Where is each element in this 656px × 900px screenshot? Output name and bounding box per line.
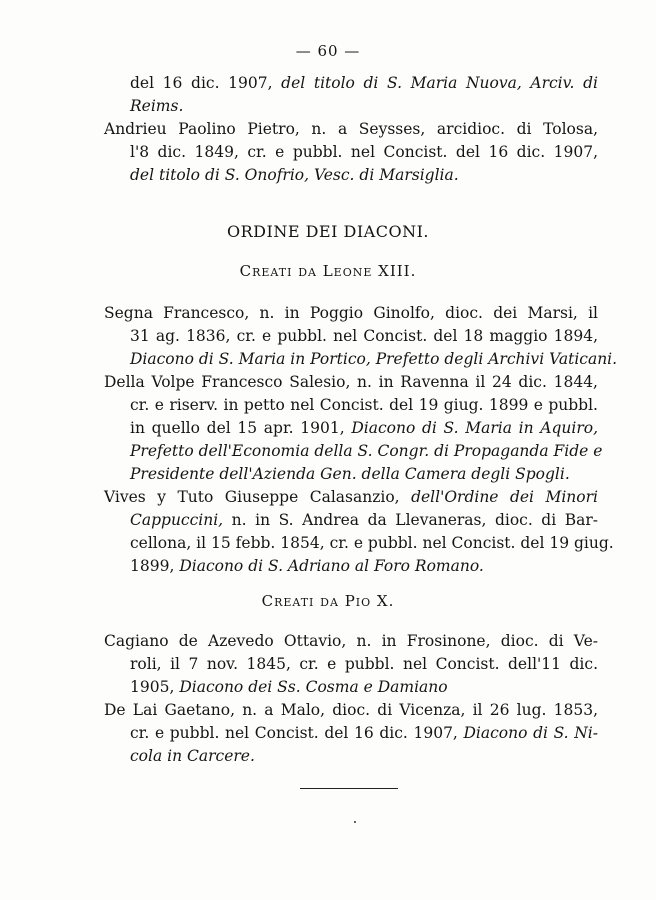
entry-line: Cappuccini, n. in S. Andrea da Llevaneras, dioc. di Bar-	[130, 511, 598, 529]
entry-line: del 16 dic. 1907, del titolo di S. Maria Nuova, Arciv. di	[130, 74, 598, 92]
entry-continuation	[104, 72, 598, 118]
entry-line: 1899, Diacono di S. Adriano al Foro Romano.	[130, 557, 484, 575]
entry-cagiano	[104, 630, 598, 699]
entry-line: cr. e riserv. in petto nel Concist. del 19 giug. 1899 e pubbl.	[130, 396, 598, 414]
entry-line: Segna Francesco, n. in Poggio Ginolfo, dioc. dei Marsi, il	[104, 304, 598, 322]
entry-line: Diacono di S. Maria in Portico, Prefetto degli Archivi Vaticani.	[130, 350, 618, 368]
entry-line: cellona, il 15 febb. 1854, cr. e pubbl. nel Concist. del 19 giug.	[130, 534, 614, 552]
entry-line: Andrieu Paolino Pietro, n. a Seysses, arcidioc. di Tolosa,	[104, 120, 598, 138]
entry-de-lai	[104, 699, 598, 768]
entry-della-volpe	[104, 371, 603, 486]
entry-line: cola in Carcere.	[130, 747, 255, 765]
entry-segna	[104, 302, 618, 371]
entry-line: De Lai Gaetano, n. a Malo, dioc. di Vicenza, il 26 lug. 1853,	[104, 701, 598, 719]
entry-line: Della Volpe Francesco Salesio, n. in Ravenna il 24 dic. 1844,	[104, 373, 598, 391]
entry-line: 1905, Diacono dei Ss. Cosma e Damiano	[130, 678, 448, 696]
entry-line: del titolo di S. Onofrio, Vesc. di Marsiglia.	[130, 166, 459, 184]
entry-line: 31 ag. 1836, cr. e pubbl. nel Concist. del 18 maggio 1894,	[130, 327, 598, 345]
entry-line: Cagiano de Azevedo Ottavio, n. in Frosinone, dioc. di Ve-	[104, 632, 598, 650]
entry-line: Reims.	[130, 97, 184, 115]
entry-line: in quello del 15 apr. 1901, Diacono di S. Maria in Aquiro,	[130, 419, 598, 437]
section-title: ORDINE DEI DIACONI.	[227, 222, 429, 241]
entry-line: Presidente dell'Azienda Gen. della Camera degli Spogli.	[130, 465, 570, 483]
entry-vives-y-tuto	[104, 486, 614, 578]
entry-line: Prefetto dell'Economia della S. Congr. di Propaganda Fide e	[130, 442, 603, 460]
subheading-leone: Creati da Leone XIII.	[239, 262, 417, 280]
leone-entries	[104, 302, 618, 578]
entry-line: Vives y Tuto Giuseppe Calasanzio, dell'Ordine dei Minori	[104, 488, 598, 506]
subheading-pio: Creati da Pio X.	[261, 592, 395, 610]
entry-line: roli, il 7 nov. 1845, cr. e pubbl. nel Concist. dell'11 dic.	[130, 655, 598, 673]
pio-entries	[104, 630, 598, 768]
top-entries	[104, 72, 598, 187]
entry-line: l'8 dic. 1849, cr. e pubbl. nel Concist. del 16 dic. 1907,	[130, 143, 598, 161]
entry-andrieu	[104, 118, 598, 187]
closing-rule	[300, 788, 398, 789]
page-number: — 60 —	[295, 42, 361, 60]
entry-line: cr. e pubbl. nel Concist. del 16 dic. 1907, Diacono di S. Ni-	[130, 724, 598, 742]
ink-dot	[354, 821, 356, 823]
